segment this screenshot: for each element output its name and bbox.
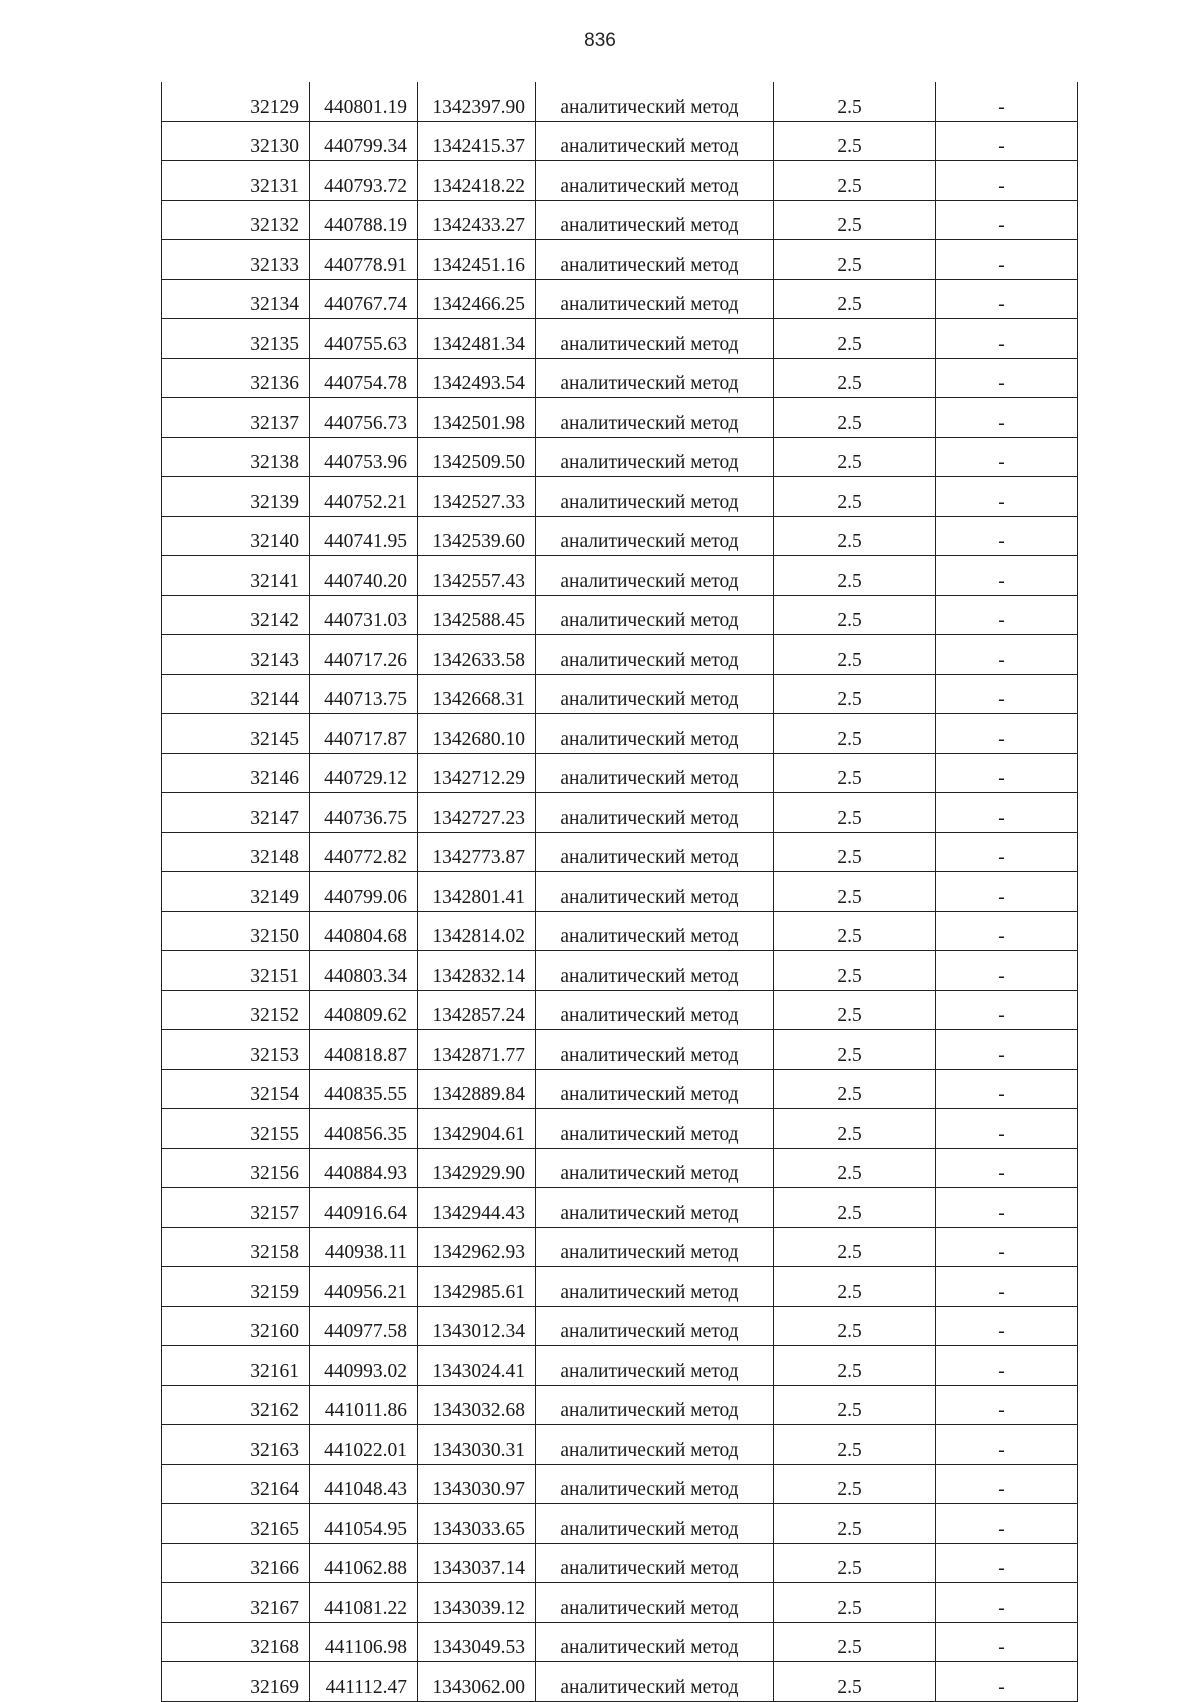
- description-cell: -: [936, 1662, 1078, 1702]
- table-row: [162, 121, 1078, 161]
- description-cell: -: [936, 1306, 1078, 1346]
- table-row: [162, 753, 1078, 793]
- y-coordinate-cell: 1343030.97: [418, 1464, 536, 1504]
- point-number-cell: 32143: [162, 635, 310, 675]
- method-cell: аналитический метод: [536, 951, 774, 991]
- point-number-cell: 32136: [162, 358, 310, 398]
- y-coordinate-cell: 1342501.98: [418, 398, 536, 438]
- accuracy-cell: 2.5: [774, 674, 936, 714]
- description-cell: -: [936, 1267, 1078, 1307]
- accuracy-cell: 2.5: [774, 1583, 936, 1623]
- accuracy-cell: 2.5: [774, 1385, 936, 1425]
- accuracy-cell: 2.5: [774, 872, 936, 912]
- point-number-cell: 32158: [162, 1227, 310, 1267]
- table-row: [162, 990, 1078, 1030]
- point-number-cell: 32148: [162, 832, 310, 872]
- point-number-cell: 32142: [162, 595, 310, 635]
- description-cell: -: [936, 595, 1078, 635]
- description-cell: -: [936, 1069, 1078, 1109]
- y-coordinate-cell: 1342801.41: [418, 872, 536, 912]
- point-number-cell: 32149: [162, 872, 310, 912]
- description-cell: -: [936, 161, 1078, 201]
- method-cell: аналитический метод: [536, 358, 774, 398]
- description-cell: -: [936, 951, 1078, 991]
- point-number-cell: 32151: [162, 951, 310, 991]
- y-coordinate-cell: 1342509.50: [418, 437, 536, 477]
- y-coordinate-cell: 1343049.53: [418, 1622, 536, 1662]
- table-row: [162, 82, 1078, 121]
- x-coordinate-cell: 440804.68: [310, 911, 418, 951]
- description-cell: -: [936, 1030, 1078, 1070]
- table-row: [162, 832, 1078, 872]
- y-coordinate-cell: 1342773.87: [418, 832, 536, 872]
- method-cell: аналитический метод: [536, 1504, 774, 1544]
- y-coordinate-cell: 1342668.31: [418, 674, 536, 714]
- x-coordinate-cell: 440788.19: [310, 200, 418, 240]
- description-cell: -: [936, 1425, 1078, 1465]
- method-cell: аналитический метод: [536, 595, 774, 635]
- method-cell: аналитический метод: [536, 1030, 774, 1070]
- accuracy-cell: 2.5: [774, 1267, 936, 1307]
- x-coordinate-cell: 441081.22: [310, 1583, 418, 1623]
- method-cell: аналитический метод: [536, 872, 774, 912]
- description-cell: -: [936, 398, 1078, 438]
- y-coordinate-cell: 1343062.00: [418, 1662, 536, 1702]
- accuracy-cell: 2.5: [774, 556, 936, 596]
- y-coordinate-cell: 1342962.93: [418, 1227, 536, 1267]
- y-coordinate-cell: 1343037.14: [418, 1543, 536, 1583]
- y-coordinate-cell: 1343032.68: [418, 1385, 536, 1425]
- x-coordinate-cell: 440753.96: [310, 437, 418, 477]
- y-coordinate-cell: 1343012.34: [418, 1306, 536, 1346]
- table-row: [162, 1346, 1078, 1386]
- x-coordinate-cell: 440956.21: [310, 1267, 418, 1307]
- table-row: [162, 279, 1078, 319]
- accuracy-cell: 2.5: [774, 595, 936, 635]
- accuracy-cell: 2.5: [774, 200, 936, 240]
- y-coordinate-cell: 1342451.16: [418, 240, 536, 280]
- point-number-cell: 32145: [162, 714, 310, 754]
- y-coordinate-cell: 1343033.65: [418, 1504, 536, 1544]
- y-coordinate-cell: 1342397.90: [418, 82, 536, 121]
- table-row: [162, 240, 1078, 280]
- method-cell: аналитический метод: [536, 1385, 774, 1425]
- x-coordinate-cell: 440977.58: [310, 1306, 418, 1346]
- method-cell: аналитический метод: [536, 1069, 774, 1109]
- point-number-cell: 32153: [162, 1030, 310, 1070]
- description-cell: -: [936, 437, 1078, 477]
- accuracy-cell: 2.5: [774, 951, 936, 991]
- accuracy-cell: 2.5: [774, 1504, 936, 1544]
- x-coordinate-cell: 440793.72: [310, 161, 418, 201]
- x-coordinate-cell: 440767.74: [310, 279, 418, 319]
- point-number-cell: 32157: [162, 1188, 310, 1228]
- table-row: [162, 635, 1078, 675]
- accuracy-cell: 2.5: [774, 1622, 936, 1662]
- description-cell: -: [936, 556, 1078, 596]
- table-row: [162, 911, 1078, 951]
- x-coordinate-cell: 440803.34: [310, 951, 418, 991]
- description-cell: -: [936, 1346, 1078, 1386]
- x-coordinate-cell: 440938.11: [310, 1227, 418, 1267]
- description-cell: -: [936, 1583, 1078, 1623]
- accuracy-cell: 2.5: [774, 319, 936, 359]
- point-number-cell: 32165: [162, 1504, 310, 1544]
- method-cell: аналитический метод: [536, 240, 774, 280]
- table-row: [162, 674, 1078, 714]
- description-cell: -: [936, 319, 1078, 359]
- x-coordinate-cell: 440799.34: [310, 121, 418, 161]
- y-coordinate-cell: 1342929.90: [418, 1148, 536, 1188]
- method-cell: аналитический метод: [536, 753, 774, 793]
- x-coordinate-cell: 440916.64: [310, 1188, 418, 1228]
- description-cell: -: [936, 1148, 1078, 1188]
- table-row: [162, 1583, 1078, 1623]
- table-row: [162, 1622, 1078, 1662]
- point-number-cell: 32146: [162, 753, 310, 793]
- y-coordinate-cell: 1342633.58: [418, 635, 536, 675]
- description-cell: -: [936, 1227, 1078, 1267]
- method-cell: аналитический метод: [536, 161, 774, 201]
- method-cell: аналитический метод: [536, 1543, 774, 1583]
- method-cell: аналитический метод: [536, 1425, 774, 1465]
- point-number-cell: 32132: [162, 200, 310, 240]
- point-number-cell: 32152: [162, 990, 310, 1030]
- method-cell: аналитический метод: [536, 1346, 774, 1386]
- method-cell: аналитический метод: [536, 674, 774, 714]
- y-coordinate-cell: 1342466.25: [418, 279, 536, 319]
- point-number-cell: 32163: [162, 1425, 310, 1465]
- point-number-cell: 32169: [162, 1662, 310, 1702]
- accuracy-cell: 2.5: [774, 753, 936, 793]
- x-coordinate-cell: 440772.82: [310, 832, 418, 872]
- x-coordinate-cell: 440818.87: [310, 1030, 418, 1070]
- accuracy-cell: 2.5: [774, 832, 936, 872]
- point-number-cell: 32159: [162, 1267, 310, 1307]
- method-cell: аналитический метод: [536, 437, 774, 477]
- method-cell: аналитический метод: [536, 319, 774, 359]
- x-coordinate-cell: 440755.63: [310, 319, 418, 359]
- x-coordinate-cell: 440752.21: [310, 477, 418, 517]
- method-cell: аналитический метод: [536, 556, 774, 596]
- y-coordinate-cell: 1343024.41: [418, 1346, 536, 1386]
- table-row: [162, 1069, 1078, 1109]
- x-coordinate-cell: 440801.19: [310, 82, 418, 121]
- table-row: [162, 516, 1078, 556]
- x-coordinate-cell: 440799.06: [310, 872, 418, 912]
- x-coordinate-cell: 440729.12: [310, 753, 418, 793]
- table-row: [162, 1109, 1078, 1149]
- method-cell: аналитический метод: [536, 832, 774, 872]
- method-cell: аналитический метод: [536, 1622, 774, 1662]
- table-row: [162, 319, 1078, 359]
- description-cell: -: [936, 516, 1078, 556]
- table-row: [162, 1148, 1078, 1188]
- table-row: [162, 1543, 1078, 1583]
- y-coordinate-cell: 1342418.22: [418, 161, 536, 201]
- description-cell: -: [936, 1464, 1078, 1504]
- x-coordinate-cell: 441062.88: [310, 1543, 418, 1583]
- method-cell: аналитический метод: [536, 1267, 774, 1307]
- x-coordinate-cell: 440884.93: [310, 1148, 418, 1188]
- accuracy-cell: 2.5: [774, 1346, 936, 1386]
- x-coordinate-cell: 440741.95: [310, 516, 418, 556]
- x-coordinate-cell: 441011.86: [310, 1385, 418, 1425]
- table-row: [162, 200, 1078, 240]
- description-cell: -: [936, 674, 1078, 714]
- point-number-cell: 32150: [162, 911, 310, 951]
- table-row: [162, 1464, 1078, 1504]
- accuracy-cell: 2.5: [774, 1306, 936, 1346]
- x-coordinate-cell: 440713.75: [310, 674, 418, 714]
- description-cell: -: [936, 240, 1078, 280]
- point-number-cell: 32129: [162, 82, 310, 121]
- coordinates-table: [161, 82, 1078, 1702]
- method-cell: аналитический метод: [536, 1148, 774, 1188]
- x-coordinate-cell: 440835.55: [310, 1069, 418, 1109]
- x-coordinate-cell: 440778.91: [310, 240, 418, 280]
- x-coordinate-cell: 440740.20: [310, 556, 418, 596]
- method-cell: аналитический метод: [536, 477, 774, 517]
- point-number-cell: 32167: [162, 1583, 310, 1623]
- description-cell: -: [936, 358, 1078, 398]
- accuracy-cell: 2.5: [774, 82, 936, 121]
- accuracy-cell: 2.5: [774, 1109, 936, 1149]
- y-coordinate-cell: 1342680.10: [418, 714, 536, 754]
- description-cell: -: [936, 1504, 1078, 1544]
- description-cell: -: [936, 990, 1078, 1030]
- accuracy-cell: 2.5: [774, 358, 936, 398]
- accuracy-cell: 2.5: [774, 477, 936, 517]
- table-row: [162, 1306, 1078, 1346]
- table-row: [162, 595, 1078, 635]
- y-coordinate-cell: 1342539.60: [418, 516, 536, 556]
- x-coordinate-cell: 440736.75: [310, 793, 418, 833]
- point-number-cell: 32156: [162, 1148, 310, 1188]
- point-number-cell: 32133: [162, 240, 310, 280]
- point-number-cell: 32139: [162, 477, 310, 517]
- y-coordinate-cell: 1342727.23: [418, 793, 536, 833]
- table-row: [162, 1030, 1078, 1070]
- description-cell: -: [936, 1188, 1078, 1228]
- method-cell: аналитический метод: [536, 635, 774, 675]
- method-cell: аналитический метод: [536, 1227, 774, 1267]
- description-cell: -: [936, 872, 1078, 912]
- y-coordinate-cell: 1342832.14: [418, 951, 536, 991]
- description-cell: -: [936, 1385, 1078, 1425]
- point-number-cell: 32131: [162, 161, 310, 201]
- x-coordinate-cell: 440717.87: [310, 714, 418, 754]
- method-cell: аналитический метод: [536, 1464, 774, 1504]
- table-row: [162, 1267, 1078, 1307]
- y-coordinate-cell: 1342493.54: [418, 358, 536, 398]
- x-coordinate-cell: 440993.02: [310, 1346, 418, 1386]
- point-number-cell: 32140: [162, 516, 310, 556]
- method-cell: аналитический метод: [536, 1188, 774, 1228]
- y-coordinate-cell: 1342857.24: [418, 990, 536, 1030]
- x-coordinate-cell: 441054.95: [310, 1504, 418, 1544]
- point-number-cell: 32166: [162, 1543, 310, 1583]
- description-cell: -: [936, 911, 1078, 951]
- description-cell: -: [936, 1622, 1078, 1662]
- x-coordinate-cell: 440809.62: [310, 990, 418, 1030]
- accuracy-cell: 2.5: [774, 990, 936, 1030]
- method-cell: аналитический метод: [536, 911, 774, 951]
- accuracy-cell: 2.5: [774, 793, 936, 833]
- point-number-cell: 32130: [162, 121, 310, 161]
- point-number-cell: 32134: [162, 279, 310, 319]
- x-coordinate-cell: 440731.03: [310, 595, 418, 635]
- description-cell: -: [936, 832, 1078, 872]
- accuracy-cell: 2.5: [774, 1148, 936, 1188]
- method-cell: аналитический метод: [536, 82, 774, 121]
- method-cell: аналитический метод: [536, 1662, 774, 1702]
- y-coordinate-cell: 1342889.84: [418, 1069, 536, 1109]
- y-coordinate-cell: 1342415.37: [418, 121, 536, 161]
- accuracy-cell: 2.5: [774, 1464, 936, 1504]
- point-number-cell: 32141: [162, 556, 310, 596]
- description-cell: -: [936, 714, 1078, 754]
- accuracy-cell: 2.5: [774, 516, 936, 556]
- table-row: [162, 1385, 1078, 1425]
- point-number-cell: 32154: [162, 1069, 310, 1109]
- x-coordinate-cell: 441112.47: [310, 1662, 418, 1702]
- description-cell: -: [936, 1543, 1078, 1583]
- point-number-cell: 32138: [162, 437, 310, 477]
- method-cell: аналитический метод: [536, 1306, 774, 1346]
- description-cell: -: [936, 82, 1078, 121]
- accuracy-cell: 2.5: [774, 1227, 936, 1267]
- y-coordinate-cell: 1343030.31: [418, 1425, 536, 1465]
- accuracy-cell: 2.5: [774, 1543, 936, 1583]
- table-row: [162, 793, 1078, 833]
- point-number-cell: 32162: [162, 1385, 310, 1425]
- table-row: [162, 398, 1078, 438]
- description-cell: -: [936, 200, 1078, 240]
- point-number-cell: 32144: [162, 674, 310, 714]
- accuracy-cell: 2.5: [774, 635, 936, 675]
- y-coordinate-cell: 1342985.61: [418, 1267, 536, 1307]
- x-coordinate-cell: 440856.35: [310, 1109, 418, 1149]
- point-number-cell: 32135: [162, 319, 310, 359]
- method-cell: аналитический метод: [536, 1583, 774, 1623]
- x-coordinate-cell: 440717.26: [310, 635, 418, 675]
- coordinates-table-body: [162, 82, 1078, 1701]
- y-coordinate-cell: 1342814.02: [418, 911, 536, 951]
- method-cell: аналитический метод: [536, 121, 774, 161]
- description-cell: -: [936, 635, 1078, 675]
- y-coordinate-cell: 1342481.34: [418, 319, 536, 359]
- table-row: [162, 556, 1078, 596]
- accuracy-cell: 2.5: [774, 911, 936, 951]
- method-cell: аналитический метод: [536, 1109, 774, 1149]
- table-row: [162, 951, 1078, 991]
- accuracy-cell: 2.5: [774, 161, 936, 201]
- description-cell: -: [936, 477, 1078, 517]
- table-row: [162, 1227, 1078, 1267]
- point-number-cell: 32155: [162, 1109, 310, 1149]
- point-number-cell: 32160: [162, 1306, 310, 1346]
- accuracy-cell: 2.5: [774, 1069, 936, 1109]
- x-coordinate-cell: 441106.98: [310, 1622, 418, 1662]
- page-number: 836: [584, 30, 616, 51]
- y-coordinate-cell: 1342944.43: [418, 1188, 536, 1228]
- accuracy-cell: 2.5: [774, 1030, 936, 1070]
- y-coordinate-cell: 1342712.29: [418, 753, 536, 793]
- point-number-cell: 32147: [162, 793, 310, 833]
- table-row: [162, 872, 1078, 912]
- description-cell: -: [936, 1109, 1078, 1149]
- method-cell: аналитический метод: [536, 516, 774, 556]
- table-row: [162, 358, 1078, 398]
- point-number-cell: 32168: [162, 1622, 310, 1662]
- accuracy-cell: 2.5: [774, 398, 936, 438]
- table-row: [162, 1425, 1078, 1465]
- table-row: [162, 1662, 1078, 1702]
- y-coordinate-cell: 1342527.33: [418, 477, 536, 517]
- accuracy-cell: 2.5: [774, 279, 936, 319]
- x-coordinate-cell: 440754.78: [310, 358, 418, 398]
- y-coordinate-cell: 1342588.45: [418, 595, 536, 635]
- accuracy-cell: 2.5: [774, 1662, 936, 1702]
- table-row: [162, 714, 1078, 754]
- description-cell: -: [936, 753, 1078, 793]
- y-coordinate-cell: 1342433.27: [418, 200, 536, 240]
- accuracy-cell: 2.5: [774, 121, 936, 161]
- description-cell: -: [936, 793, 1078, 833]
- accuracy-cell: 2.5: [774, 1425, 936, 1465]
- point-number-cell: 32137: [162, 398, 310, 438]
- accuracy-cell: 2.5: [774, 1188, 936, 1228]
- x-coordinate-cell: 441022.01: [310, 1425, 418, 1465]
- y-coordinate-cell: 1342871.77: [418, 1030, 536, 1070]
- method-cell: аналитический метод: [536, 990, 774, 1030]
- method-cell: аналитический метод: [536, 714, 774, 754]
- x-coordinate-cell: 440756.73: [310, 398, 418, 438]
- accuracy-cell: 2.5: [774, 240, 936, 280]
- table-row: [162, 477, 1078, 517]
- y-coordinate-cell: 1342904.61: [418, 1109, 536, 1149]
- method-cell: аналитический метод: [536, 279, 774, 319]
- accuracy-cell: 2.5: [774, 714, 936, 754]
- x-coordinate-cell: 441048.43: [310, 1464, 418, 1504]
- description-cell: -: [936, 279, 1078, 319]
- description-cell: -: [936, 121, 1078, 161]
- method-cell: аналитический метод: [536, 793, 774, 833]
- method-cell: аналитический метод: [536, 398, 774, 438]
- table-row: [162, 437, 1078, 477]
- accuracy-cell: 2.5: [774, 437, 936, 477]
- y-coordinate-cell: 1343039.12: [418, 1583, 536, 1623]
- table-row: [162, 161, 1078, 201]
- y-coordinate-cell: 1342557.43: [418, 556, 536, 596]
- table-row: [162, 1188, 1078, 1228]
- method-cell: аналитический метод: [536, 200, 774, 240]
- point-number-cell: 32161: [162, 1346, 310, 1386]
- table-row: [162, 1504, 1078, 1544]
- point-number-cell: 32164: [162, 1464, 310, 1504]
